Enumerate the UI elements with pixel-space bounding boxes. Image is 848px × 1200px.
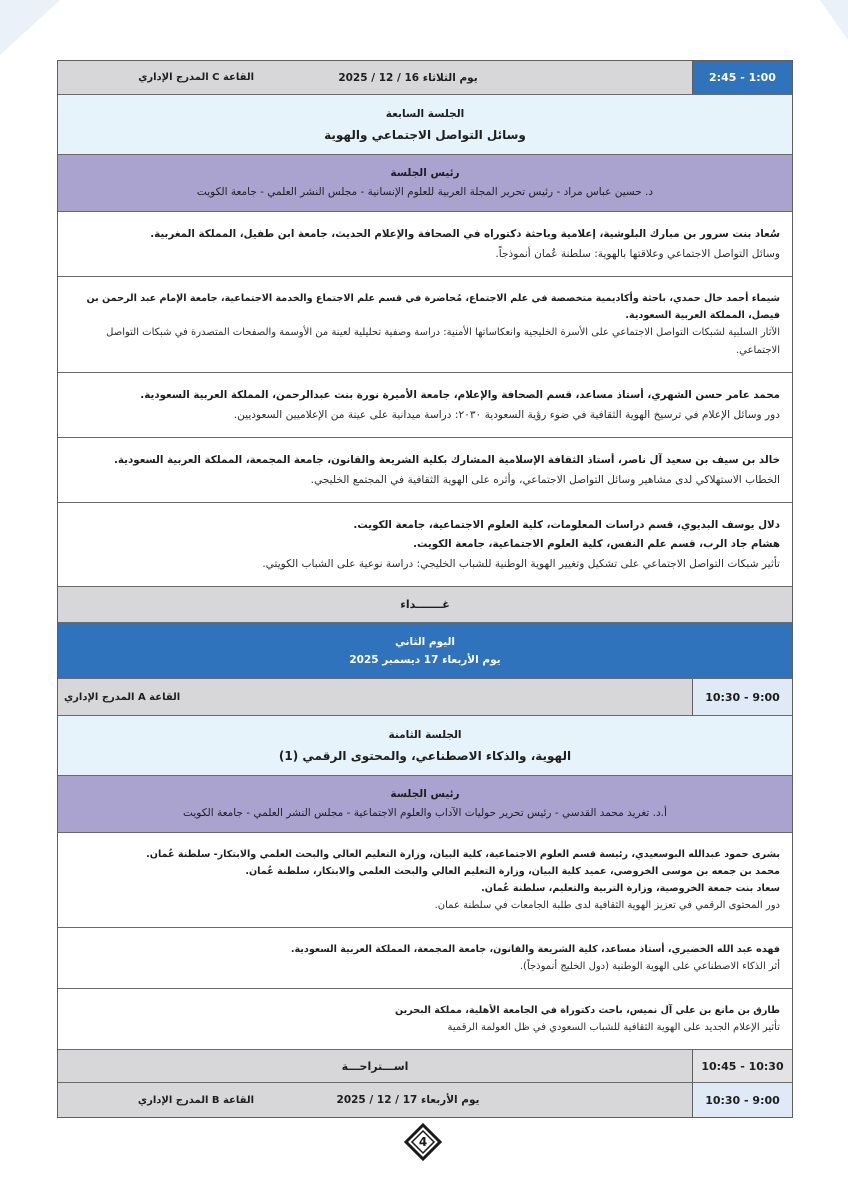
paper-title: الخطاب الاستهلاكي لدى مشاهير وسائل التواصل الاجتماعي، وأثره على الهوية الثقافية في المجتمع الخليجي. xyxy=(310,474,780,486)
paper-title: تأثير الإعلام الجديد على الهوية الثقافية للشباب السعودي في ظل العولمة الرقمية xyxy=(447,1022,780,1033)
day-label: اليوم الثاني xyxy=(394,636,456,648)
paper-authors: محمد عامر حسن الشهري، أستاذ مساعد، قسم الصحافة والإعلام، جامعة الأميرة نورة بنت عبدالرحمن، المملكة العربية السعودية. xyxy=(140,389,780,401)
paper-title: دور المحتوى الرقمي في تعزيز الهوية الثقافية لدى طلبة الجامعات في سلطنة عمان. xyxy=(434,900,780,911)
session-number: الجلسة الثامنة xyxy=(388,729,462,741)
paper-authors: بشرى حمود عبدالله البوسعيدي، رئيسة قسم العلوم الاجتماعية، كلية البيان، وزارة التعليم العالي والبحث العلمي والابتكار- سلطنة عُمان. xyxy=(146,849,780,860)
hall-label: القاعة C المدرج الإداري xyxy=(138,72,254,83)
session-chair xyxy=(58,776,792,833)
day-two-banner xyxy=(58,623,792,679)
session-title: الهوية، والذكاء الاصطناعي، والمحتوى الرقمي (1) xyxy=(278,749,572,763)
time-slot: 10:45 - 10:30 xyxy=(692,1050,792,1082)
paper-title: الآثار السلبية لشبكات التواصل الاجتماعي على الأسرة الخليجية وانعكاساتها الأمنية: دراسة وصفية تحليلية لعينة من الأوسمة والصفحات المتصدرة في شبكات التواصل الاجتماعي. xyxy=(106,327,780,356)
paper-entry xyxy=(58,438,792,503)
paper-title: وسائل التواصل الاجتماعي وعلاقتها بالهوية: سلطنة عُمان أنموذجاً. xyxy=(495,248,780,260)
break-label: اســـتراحـــة xyxy=(341,1059,409,1073)
paper-authors: طارق بن مانع بن علي آل نميس، باحث دكتوراة في الجامعة الأهلية، مملكة البحرين xyxy=(394,1005,780,1016)
time-slot: 2:45 - 1:00 xyxy=(692,61,792,94)
day-date: يوم الأربعاء 17 ديسمبر 2025 xyxy=(349,654,501,666)
paper-title: دور وسائل الإعلام في ترسيخ الهوية الثقافية في ضوء رؤية السعودية ٢٠٣٠: دراسة ميدانية على عينة من الإعلاميين السعوديين. xyxy=(233,409,780,421)
paper-entry xyxy=(58,989,792,1050)
paper-entry xyxy=(58,373,792,438)
header-decoration xyxy=(0,0,848,60)
paper-title: أثر الذكاء الاصطناعي على الهوية الوطنية (دول الخليج أنموذجاً). xyxy=(519,961,780,972)
paper-authors: شيماء أحمد خال حمدي، باحثة وأكاديمية متخصصة في علم الاجتماع، مُحاضرة في قسم علم الاجتماع والخدمة الاجتماعية، جامعة الإمام عبد الرحمن بن فيصل، المملكة العربية السعودية. xyxy=(86,293,780,321)
session-chair xyxy=(58,155,792,212)
paper-title: تأثير شبكات التواصل الاجتماعي على تشكيل وتغيير الهوية الوطنية للشباب الخليجي: دراسة نوعية على الشباب الكويتي. xyxy=(262,558,780,570)
hall-label: القاعة B المدرج الإداري xyxy=(137,1094,254,1106)
chair-name: د. حسين عباس مراد - رئيس تحرير المجلة العربية للعلوم الإنسانية - مجلس النشر العلمي - جامعة الكويت xyxy=(196,186,654,198)
paper-entry xyxy=(58,503,792,587)
lunch-break: غـــــــداء xyxy=(58,587,792,623)
chair-label: رئيس الجلسة xyxy=(390,167,460,179)
slot-header-tuesday xyxy=(58,61,792,95)
slot-header-wednesday xyxy=(58,679,792,716)
day-label: يوم الثلاثاء 16 / 12 / 2025 xyxy=(338,71,478,84)
paper-entry xyxy=(58,212,792,277)
session-eight xyxy=(58,716,792,776)
paper-entry xyxy=(58,277,792,373)
chair-name: أ.د. تغريد محمد القدسي - رئيس تحرير حوليات الآداب والعلوم الاجتماعية - مجلس النشر العلمي - جامعة الكويت xyxy=(183,807,667,819)
schedule-table xyxy=(57,60,793,1118)
page-number xyxy=(403,1122,443,1162)
paper-authors: دلال يوسف البديوي، قسم دراسات المعلومات، كلية العلوم الاجتماعية، جامعة الكويت. xyxy=(353,519,780,531)
paper-authors: فهده عبد الله الخضيري، أستاذ مساعد، كلية الشريعة والقانون، جامعة المجمعة، المملكة العربية السعودية. xyxy=(290,944,780,955)
paper-authors: خالد بن سيف بن سعيد آل ناصر، أستاذ الثقافة الإسلامية المشارك بكلية الشريعة والقانون، جامعة المجمعة، المملكة العربية السعودية. xyxy=(113,454,780,466)
session-number: الجلسة السابعة xyxy=(385,108,465,120)
hall-label: القاعة A المدرج الإداري xyxy=(64,691,181,703)
session-seven xyxy=(58,95,792,155)
time-slot: 10:30 - 9:00 xyxy=(692,679,792,715)
coffee-break xyxy=(58,1050,792,1083)
session-title: وسائل التواصل الاجتماعي والهوية xyxy=(324,128,526,142)
paper-authors: سُعاد بنت سرور بن مبارك البلوشية، إعلامية وباحثة دكتوراه في الصحافة والإعلام الحديث، جامعة ابن طفيل، المملكة المغربية. xyxy=(150,228,780,240)
chair-label: رئيس الجلسة xyxy=(390,788,460,800)
day-label: يوم الأربعاء 17 / 12 / 2025 xyxy=(336,1094,480,1106)
paper-authors: هشام جاد الرب، قسم علم النفس، كلية العلوم الاجتماعية، جامعة الكويت. xyxy=(413,538,780,550)
slot-header-wednesday-b xyxy=(58,1083,792,1117)
paper-authors: محمد بن جمعه بن موسى الخروصي، عميد كلية البيان، وزارة التعليم العالي والبحث العلمي والابتكار، سلطنة عُمان. xyxy=(245,866,780,877)
paper-entry xyxy=(58,928,792,989)
paper-entry xyxy=(58,833,792,928)
time-slot: 10:30 - 9:00 xyxy=(692,1083,792,1117)
page-number-text: 4 xyxy=(418,1135,428,1149)
paper-authors: سعاد بنت جمعة الخروصية، وزارة التربية والتعليم، سلطنة عُمان. xyxy=(481,883,780,894)
